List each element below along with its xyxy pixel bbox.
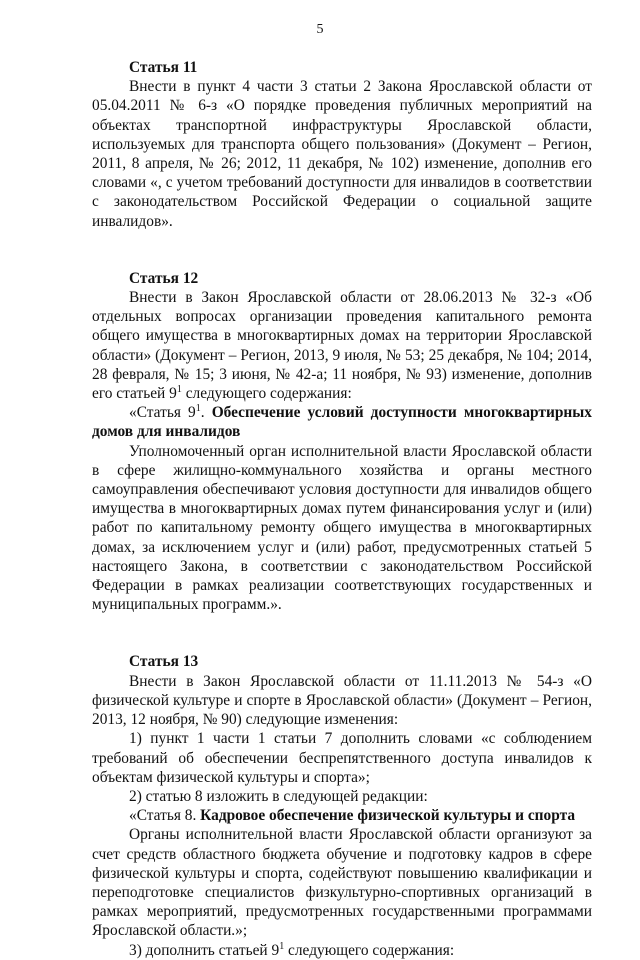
article-13-item-3-main: 3) дополнить статьей 9 [129, 941, 280, 959]
article-13-item-2: 2) статью 8 изложить в следующей редакции: [129, 787, 428, 805]
article-12-heading: Статья 12 [129, 269, 199, 287]
article-9-1-prefix: «Статья 9 [129, 404, 196, 422]
article-13 [92, 652, 592, 959]
article-8-prefix: «Статья 8. [129, 807, 201, 825]
article-12-text [92, 288, 592, 403]
article-13-item-3-superscript: 1 [279, 940, 285, 952]
article-12-text-tail: следующего содержания: [181, 385, 352, 403]
article-11 [92, 58, 592, 231]
article-11-text: Внести в пункт 4 части 3 статьи 2 Закона Ярославской области от 05.04.2011 № 6-з «О порядке проведения публичных мероприятий на объектах транспортной инфраструктуры Ярославской области, используемых для транспорта общего пользования» (Документ – Регион, 2011, 8 апреля, № 26; 2012, 11 декабря, № 102) изменение, дополнив его словами «, с учетом требований доступности для инвалидов в соответствии с законодательством Российской Федерации о социальной защите инвалидов». [92, 78, 592, 230]
article-13-intro: Внести в Закон Ярославской области от 11.11.2013 № 54-з «О физической культуре и спорте в Ярославской области» (Документ – Регион, 2013, 12 ноября, № 90) следующие изменения: [92, 672, 592, 729]
article-11-heading: Статья 11 [129, 59, 198, 76]
article-13-item-1: 1) пункт 1 части 1 статьи 7 дополнить словами «с соблюдением требований об обеспечении беспрепятственного доступа инвалидов к объектам физической культуры и спорта»; [92, 730, 592, 786]
article-13-item-3-tail: следующего содержания: [284, 941, 455, 959]
article-9-1-superscript: 1 [195, 403, 201, 415]
article-9-1-title: Обеспечение условий доступности многоквартирных домов для инвалидов [92, 404, 592, 441]
article-9-1-heading [92, 403, 592, 441]
article-8-text: Органы исполнительной власти Ярославской области организуют за счет средств областного бюджета обучение и подготовку кадров в сфере физической культуры и спорта, содействуют повышению квалификации и переподготовке специалистов физкультурно-спортивных организаций в рамках мероприятий, предусмотренных государственными программами Ярославской области.»; [92, 826, 592, 940]
page-number: 5 [316, 22, 324, 37]
article-9-1-text: Уполномоченный орган исполнительной власти Ярославской области в сфере жилищно-коммунального хозяйства и органы местного самоуправления обеспечивают условия доступности для инвалидов общего имущества в многоквартирных домах путем финансирования услуг и (или) работ по капитальному ремонту общего имущества в многоквартирных домах, за исключением услуг и (или) работ, предусмотренных статьей 5 настоящего Закона, в соответствии с законодательством Российской Федерации в рамках реализации соответствующих государственных и муниципальных программ.». [92, 442, 592, 614]
article-9-1-dot: . [200, 404, 205, 422]
article-13-heading: Статья 13 [129, 653, 199, 671]
article-12 [92, 269, 592, 615]
article-13-item-3 [92, 941, 592, 960]
article-8-heading [92, 806, 592, 825]
article-12-text-main: Внести в Закон Ярославской области от 28.06.2013 № 32-з «Об отдельных вопросах организации проведения капитального ремонта общего имущества в многоквартирных домах на территории Ярославской области» (Документ – Регион, 2013, 9 июля, № 53; 25 декабря, № 104; 2014, 28 февраля, № 15; 3 июня, № 42-а; 11 ноября, № 93) изменение, дополнив его статьей 9 [92, 289, 592, 403]
article-8-title: Кадровое обеспечение физической культуры и спорта [200, 807, 576, 825]
article-spacer [92, 231, 592, 269]
article-12-superscript: 1 [176, 384, 182, 396]
document-body [92, 58, 592, 960]
article-spacer [92, 614, 592, 652]
